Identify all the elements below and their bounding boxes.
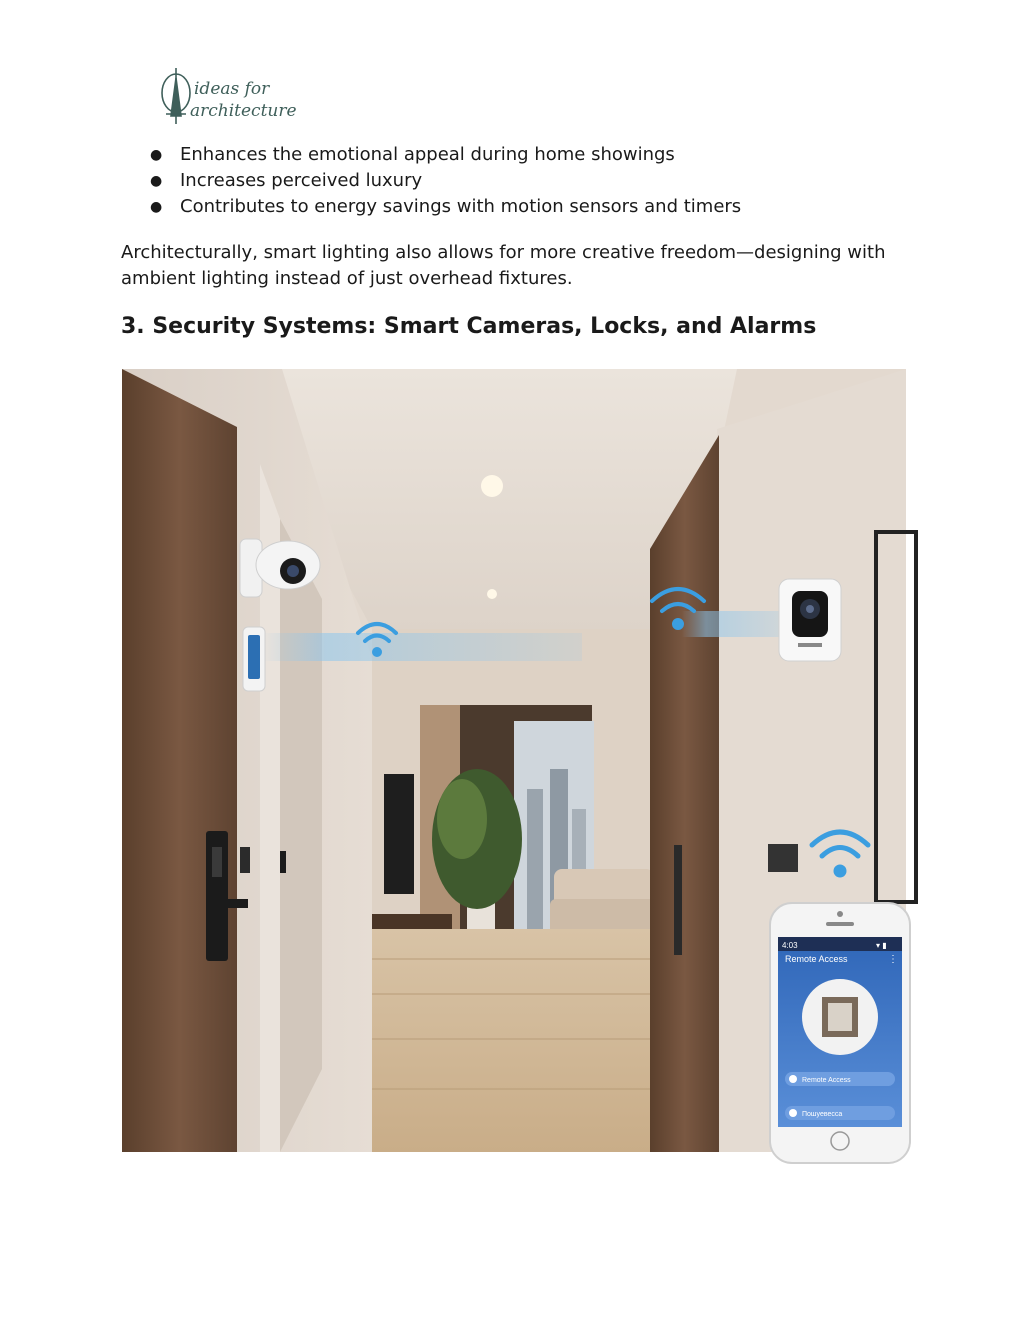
wall-switch xyxy=(768,844,798,872)
left-door xyxy=(122,369,237,1152)
section-heading: 3. Security Systems: Smart Cameras, Locks, and Alarms xyxy=(121,314,817,339)
alarm-keypad xyxy=(243,627,265,691)
signal-beam xyxy=(262,633,582,661)
benefits-list xyxy=(150,142,741,220)
list-item-text: Enhances the emotional appeal during home showings xyxy=(180,144,675,165)
bullet-icon: ● xyxy=(150,199,163,215)
list-item xyxy=(150,168,741,194)
logo-text-line2: architecture xyxy=(190,101,297,121)
list-item xyxy=(150,194,741,220)
tv xyxy=(384,774,414,894)
logo-graphic xyxy=(158,64,297,126)
right-door xyxy=(650,435,719,1152)
smartphone xyxy=(770,903,910,1163)
svg-text:Remote Access: Remote Access xyxy=(802,1077,851,1084)
bullet-icon: ● xyxy=(150,147,163,163)
menu-icon[interactable]: ⋮ xyxy=(888,954,898,965)
security-illustration xyxy=(122,369,906,1152)
ceiling-light xyxy=(481,475,503,497)
list-item xyxy=(150,142,741,168)
body-paragraph: Architecturally, smart lighting also allows for more creative freedom—designing with ambient lighting instead of just overhead fixtures. xyxy=(121,242,886,289)
site-logo xyxy=(158,64,297,126)
status-icons: ▾ ▮ xyxy=(876,941,887,950)
app-title: Remote Access xyxy=(785,954,848,964)
indoor-camera xyxy=(779,579,841,661)
svg-text:Пошуевесса: Пошуевесса xyxy=(802,1111,843,1118)
list-item-text: Contributes to energy savings with motion sensors and timers xyxy=(180,196,742,217)
status-time: 4:03 xyxy=(782,941,798,950)
list-item-text: Increases perceived luxury xyxy=(180,170,423,191)
logo-text-line1: ideas for xyxy=(194,79,270,99)
bullet-icon: ● xyxy=(150,173,163,189)
